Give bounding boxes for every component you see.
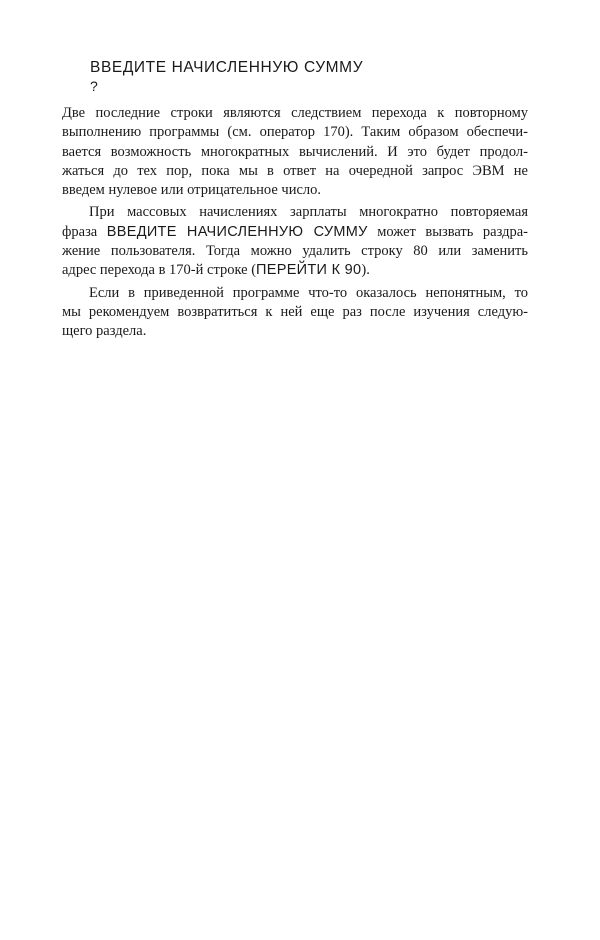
screen-output-prompt-text: ВВЕДИТЕ НАЧИСЛЕННУЮ СУММУ bbox=[90, 59, 364, 76]
screen-output-question-mark: ? bbox=[90, 78, 99, 94]
paragraph-1-line-4: жаться до тех пор, пока мы в ответ на очередной запрос ЭВМ не bbox=[62, 162, 528, 179]
paragraph-1-line-3: вается возможность многократных вычислений. И это будет продол- bbox=[62, 143, 528, 160]
body-text bbox=[62, 104, 528, 345]
paragraph-2 bbox=[62, 203, 528, 280]
paragraph-2-line-3: жение пользователя. Тогда можно удалить строку 80 или заменить bbox=[62, 243, 528, 260]
paragraph-2-line-2 bbox=[62, 223, 528, 242]
paragraph-1 bbox=[62, 104, 528, 200]
paragraph-3-line-3: щего раздела. bbox=[62, 323, 147, 340]
paragraph-3-line-1: Если в приведенной программе что-то оказалось непонятным, то bbox=[89, 284, 528, 301]
paragraph-2-line-4-pre: адрес перехода в 170-й строке ( bbox=[62, 262, 257, 279]
program-screen-output bbox=[90, 58, 363, 94]
paragraph-2-line-2-pre: фраза bbox=[62, 223, 107, 240]
paragraph-1-line-2: выполнению программы (см. оператор 170). Таким образом обеспечи- bbox=[62, 124, 528, 141]
paragraph-2-line-2-post: может вызвать раздра- bbox=[367, 223, 528, 240]
inline-goto-statement: ПЕРЕЙТИ К 90 bbox=[256, 262, 362, 279]
paragraph-3-line-2: мы рекомендуем возвратиться к ней еще раз после изучения следую- bbox=[62, 303, 528, 320]
paragraph-1-line-1: Две последние строки являются следствием перехода к повторному bbox=[62, 105, 528, 121]
paragraph-1-line-5: введем нулевое или отрицательное число. bbox=[62, 182, 321, 199]
paragraph-2-line-1: При массовых начислениях зарплаты многократно повторяемая bbox=[89, 204, 528, 221]
paragraph-2-line-4-post: ). bbox=[361, 262, 370, 279]
paragraph-2-line-4 bbox=[62, 261, 528, 280]
paragraph-3 bbox=[62, 284, 528, 342]
inline-program-phrase: ВВЕДИТЕ НАЧИСЛЕННУЮ СУММУ bbox=[106, 223, 368, 240]
